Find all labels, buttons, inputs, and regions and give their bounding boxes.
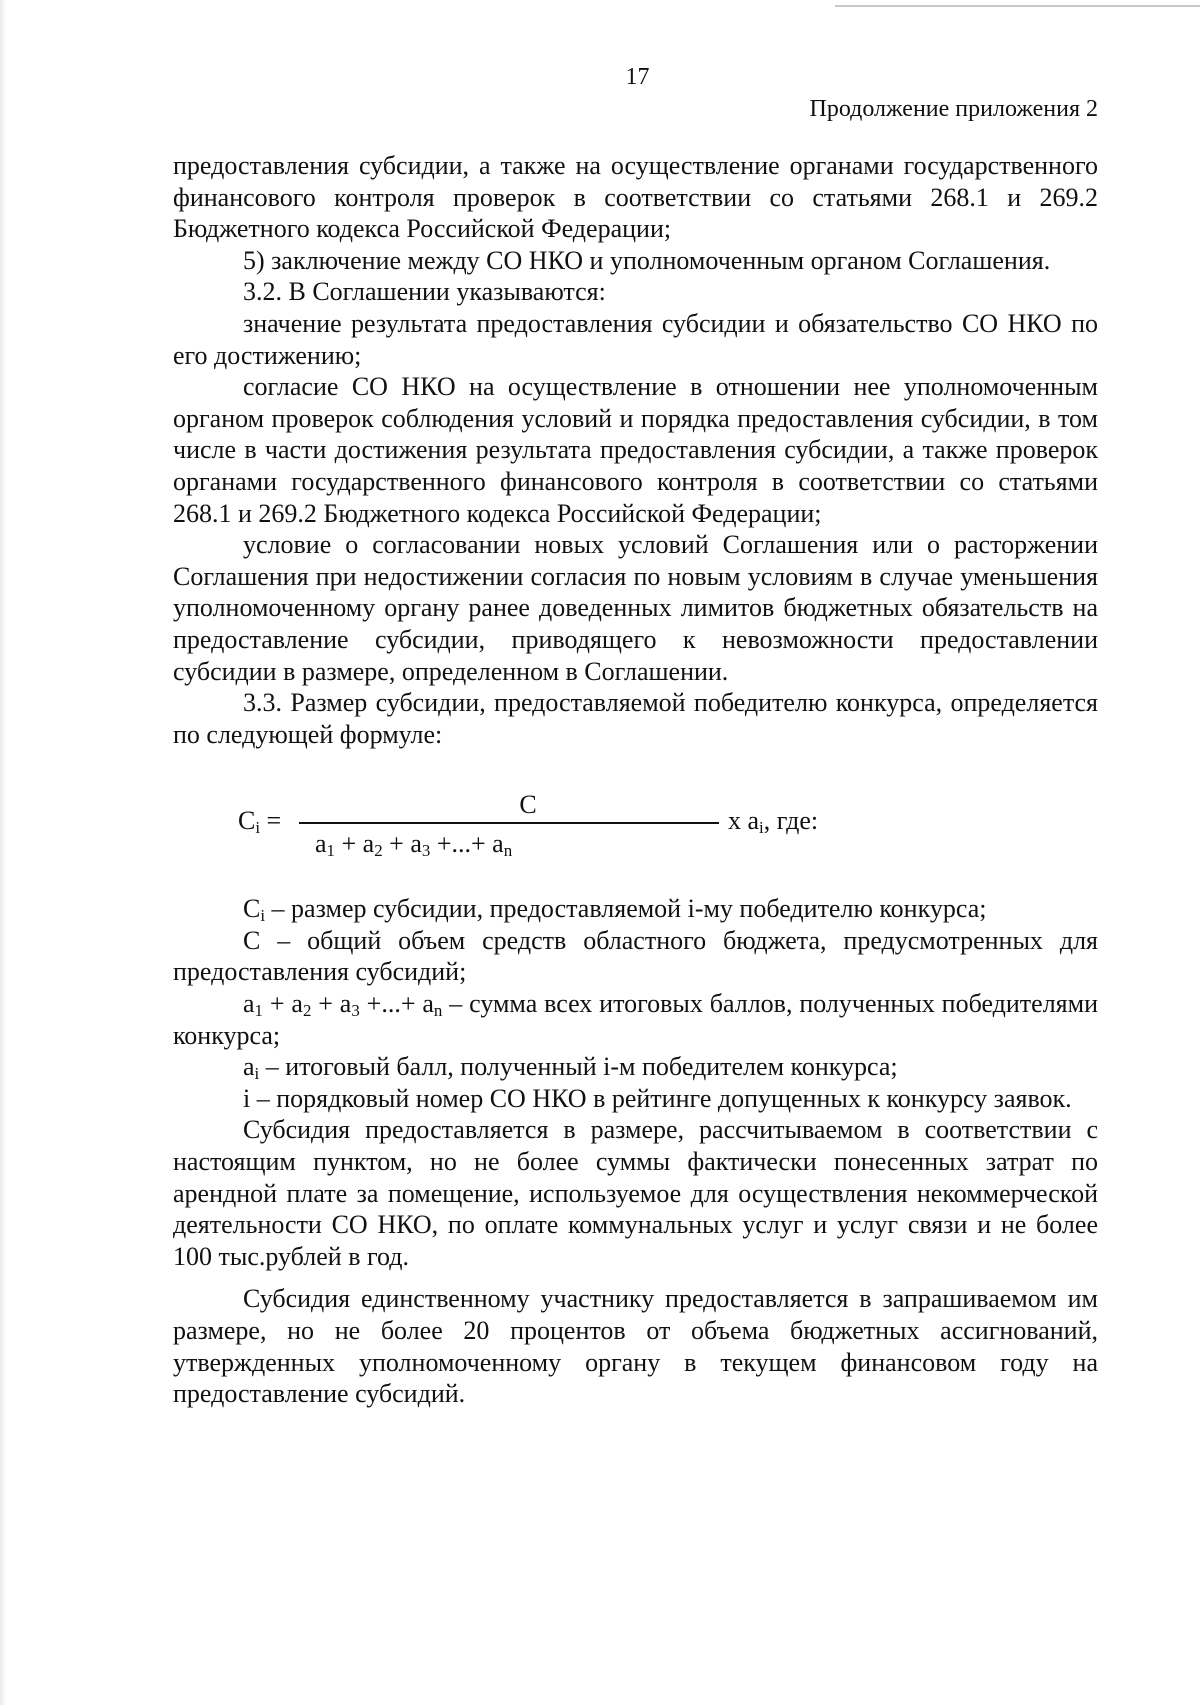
document-body [173,150,1098,1410]
page-number: 17 [625,64,650,90]
paragraph-14: Субсидия предоставляется в размере, рассчитываемом в соответствии с настоящим пунктом, но не более суммы фактически понесенных затрат по арендной плате за помещение, используемое для осуществления некоммерческой деятельности СО НКО, по оплате коммунальных услуг и услуг связи и не более 100 тыс.рублей в год. [173,1115,1098,1271]
paragraph-2: 5) заключение между СО НКО и уполномоченным органом Соглашения. [243,245,1051,275]
formula [173,750,1098,893]
definition-c: С – общий объем средств областного бюджета, предусмотренных для предоставления субсидий; [173,925,1098,987]
formula-rhs: x $a_i$, где: [728,806,819,838]
appendix-note: Продолжение приложения 2 [809,96,1098,122]
top-rule [835,5,1200,7]
definition-ci: $C_i$ – размер субсидии, предоставляемой i-му победителю конкурса; [243,894,987,926]
formula-numerator: C [519,790,537,820]
formula-lhs: $C_i$ = [238,806,282,838]
definition-sum: $a_1 + a_2 + a_3$ +...+ $a_n$ – сумма всех итоговых баллов, полученных победителями конкурса; [173,989,1098,1050]
formula-denominator: $a_1 + a_2 + a_3$ +...+ $a_n$ [315,828,513,860]
paragraph-6: условие о согласовании новых условий Соглашения или о расторжении Соглашения при недостижении согласия по новым условиям в случае уменьшения уполномоченному органу ранее доведенных лимитов бюджетных обязательств на предоставление субсидии, приводящего к невозможности предоставлении субсидии в размере, определенном в Соглашении. [173,530,1098,686]
paragraph-5: согласие СО НКО на осуществление в отношении нее уполномоченным органом проверок соблюдения условий и порядка предоставления субсидии, в том числе в части достижения результата предоставления субсидии, а также проверок органами государственного финансового контроля в соответствии со статьями 268.1 и 269.2 Бюджетного кодекса Российской Федерации; [173,372,1098,528]
paragraph-1: предоставления субсидии, а также на осуществление органами государственного финансового контроля проверок в соответствии со статьями 268.1 и 269.2 Бюджетного кодекса Российской Федерации; [173,151,1098,244]
definition-ai: $a_i$ – итоговый балл, полученный i-м победителем конкурса; [243,1052,898,1084]
paragraph-4: значение результата предоставления субсидии и обязательство СО НКО по его достижению; [173,308,1098,370]
scan-edge [0,0,6,1705]
paragraph-15: Субсидия единственному участнику предоставляется в запрашиваемом им размере, но не более 20 процентов от объема бюджетных ассигнований, утвержденных уполномоченному органу в текущем финансовом году на предоставление субсидий. [173,1284,1098,1409]
formula-fraction [299,790,719,859]
paragraph-7: 3.3. Размер субсидии, предоставляемой победителю конкурса, определяется по следующей формуле: [173,688,1098,749]
definition-i: i – порядковый номер СО НКО в рейтинге допущенных к конкурсу заявок. [243,1083,1072,1113]
fraction-bar [299,822,719,824]
paragraph-3: 3.2. В Соглашении указываются: [243,277,606,307]
